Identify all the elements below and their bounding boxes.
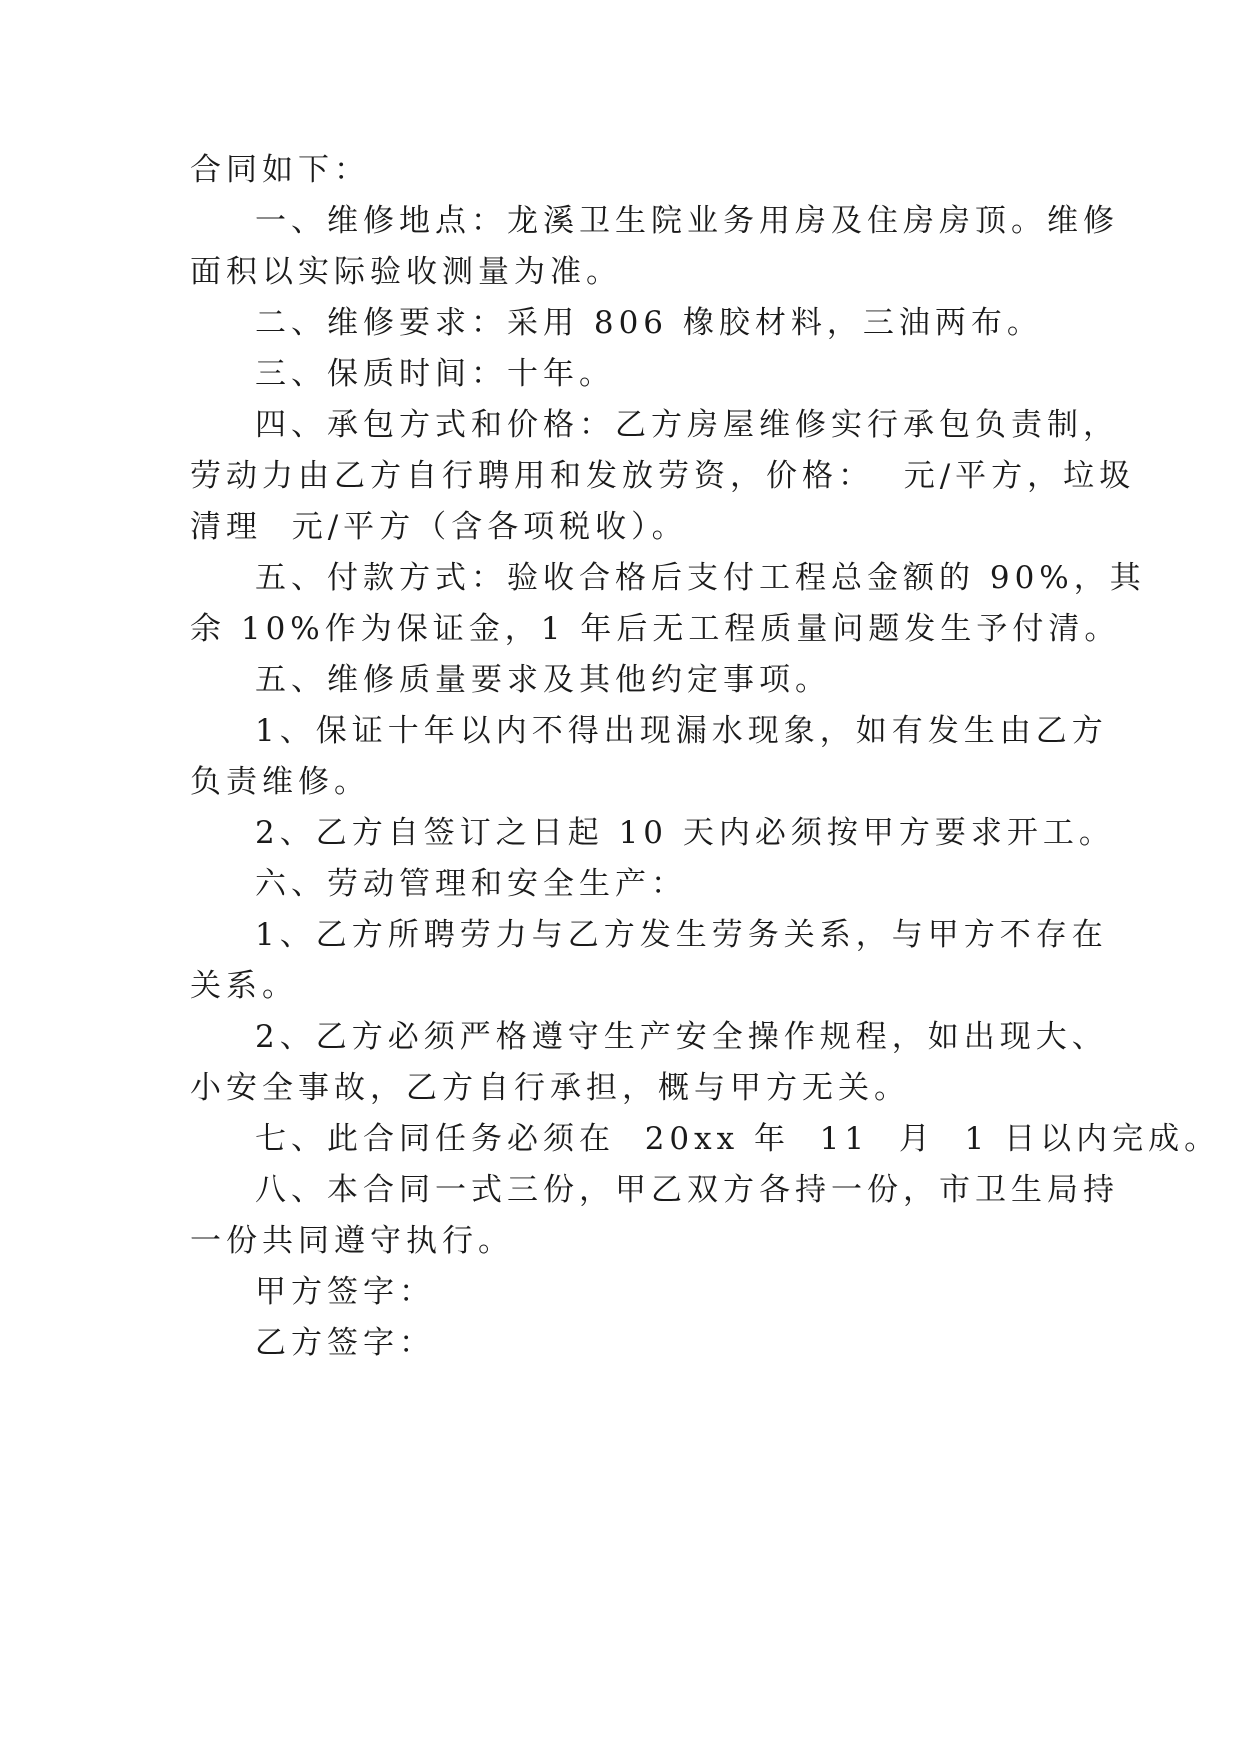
- text-line: 四、承包方式和价格：乙方房屋维修实行承包负责制，: [255, 407, 1119, 443]
- text-line: 1、保证十年以内不得出现漏水现象，如有发生由乙方: [255, 713, 1108, 749]
- text-line: 劳动力由乙方自行聘用和发放劳资，价格： 元/平方，垃圾: [190, 458, 1136, 494]
- text-line: 五、付款方式：验收合格后支付工程总金额的 90%，其: [255, 560, 1146, 596]
- text-line: 七、此合同任务必须在 20xx 年 11 月 1 日以内完成。: [255, 1121, 1221, 1157]
- text-line: 面积以实际验收测量为准。: [190, 254, 622, 290]
- signature-label-party-b: 乙方签字：: [255, 1325, 435, 1361]
- text-line: 2、乙方自签订之日起 10 天内必须按甲方要求开工。: [255, 815, 1115, 851]
- text-line: 一、维修地点：龙溪卫生院业务用房及住房房顶。维修: [255, 203, 1119, 239]
- text-line: 2、乙方必须严格遵守生产安全操作规程，如出现大、: [255, 1019, 1108, 1055]
- text-line: 合同如下：: [190, 152, 370, 188]
- text-line: 负责维修。: [190, 764, 370, 800]
- text-line: 关系。: [190, 968, 298, 1004]
- text-line: 小安全事故，乙方自行承担，概与甲方无关。: [190, 1070, 910, 1106]
- text-line: 二、维修要求：采用 806 橡胶材料，三油两布。: [255, 305, 1043, 341]
- signature-label-party-a: 甲方签字：: [255, 1274, 435, 1310]
- text-line: 三、保质时间：十年。: [255, 356, 615, 392]
- text-line: 五、维修质量要求及其他约定事项。: [255, 662, 831, 698]
- text-line: 1、乙方所聘劳力与乙方发生劳务关系，与甲方不存在: [255, 917, 1108, 953]
- text-line: 六、劳动管理和安全生产：: [255, 866, 687, 902]
- text-line: 清理 元/平方（含各项税收）。: [190, 509, 688, 545]
- text-line: 八、本合同一式三份，甲乙双方各持一份，市卫生局持: [255, 1172, 1119, 1208]
- text-line: 一份共同遵守执行。: [190, 1223, 514, 1259]
- text-line: 余 10%作为保证金，1 年后无工程质量问题发生予付清。: [190, 611, 1121, 647]
